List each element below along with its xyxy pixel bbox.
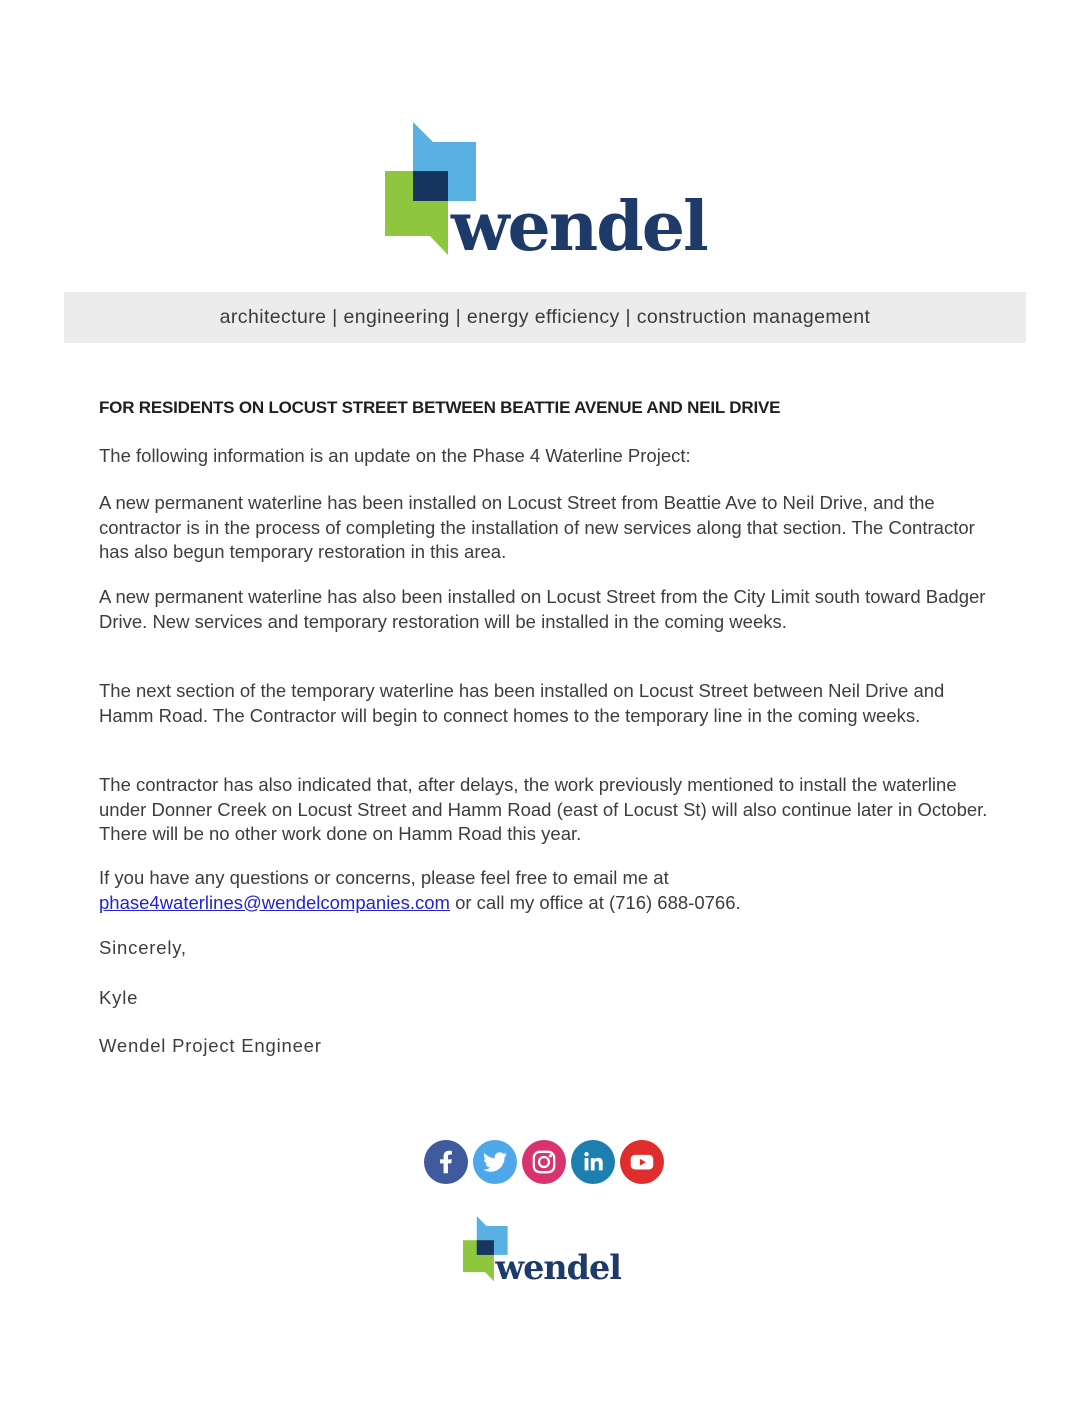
contact-text-after: or call my office at (716) 688-0766. — [449, 891, 741, 913]
email-link[interactable]: phase4waterlines@wendelcompanies.com — [99, 891, 450, 913]
twitter-icon[interactable] — [473, 1140, 517, 1184]
signature-name: Kyle — [99, 987, 139, 1008]
wendel-logo-bottom — [463, 1216, 621, 1291]
youtube-play-glyph — [627, 1147, 657, 1177]
wendel-logo-icon-small — [463, 1216, 621, 1286]
logo-wordmark: wendel — [451, 187, 707, 264]
paragraph-donner-creek: The contractor has also indicated that, after delays, the work previously mentioned to install the waterline under Donner Creek on Locust Street and Hamm Road (east of Locust St) will also continue later in October. There will be no other work done on Hamm Road this year. — [99, 774, 988, 844]
letter-heading: FOR RESIDENTS ON LOCUST STREET BETWEEN BEATTIE AVENUE AND NEIL DRIVE — [99, 398, 781, 417]
contact-text-before: If you have any questions or concerns, please feel free to email me at — [99, 867, 669, 888]
paragraph-temporary-waterline: The next section of the temporary waterline has been installed on Locust Street between Neil Drive and Hamm Road. The Contractor will begin to connect homes to the temporary line in the coming weeks. — [99, 680, 945, 726]
twitter-bird-glyph — [483, 1150, 507, 1174]
services-banner — [64, 292, 1026, 343]
signature-title: Wendel Project Engineer — [99, 1035, 322, 1056]
paragraph-permanent-waterline: A new permanent waterline has been installed on Locust Street from Beattie Ave to Neil Drive, and the contractor is in the process of completing the installation of new services along that section. The Contractor has also begun temporary restoration in this area. — [99, 492, 975, 562]
linkedin-in-glyph — [583, 1152, 604, 1173]
logo-navy-square — [477, 1240, 494, 1255]
youtube-icon[interactable] — [620, 1140, 664, 1184]
instagram-camera-glyph — [531, 1149, 557, 1175]
social-links-row — [0, 1140, 1088, 1184]
paragraph-city-limit: A new permanent waterline has also been installed on Locust Street from the City Limit south toward Badger Drive. New services and temporary restoration will be installed in the coming weeks. — [99, 586, 986, 632]
services-banner-text: architecture | engineering | energy efficiency | construction management — [219, 306, 871, 328]
paragraph-contact — [99, 866, 996, 915]
facebook-f-glyph — [439, 1150, 453, 1174]
logo-navy-square — [413, 171, 448, 201]
logo-wordmark: wendel — [495, 1247, 621, 1286]
paragraph-intro: The following information is an update on the Phase 4 Waterline Project: — [99, 445, 691, 466]
linkedin-icon[interactable] — [571, 1140, 615, 1184]
facebook-icon[interactable] — [424, 1140, 468, 1184]
wendel-logo-top — [385, 122, 707, 269]
instagram-icon[interactable] — [522, 1140, 566, 1184]
wendel-logo-icon — [385, 122, 707, 264]
closing: Sincerely, — [99, 937, 187, 958]
